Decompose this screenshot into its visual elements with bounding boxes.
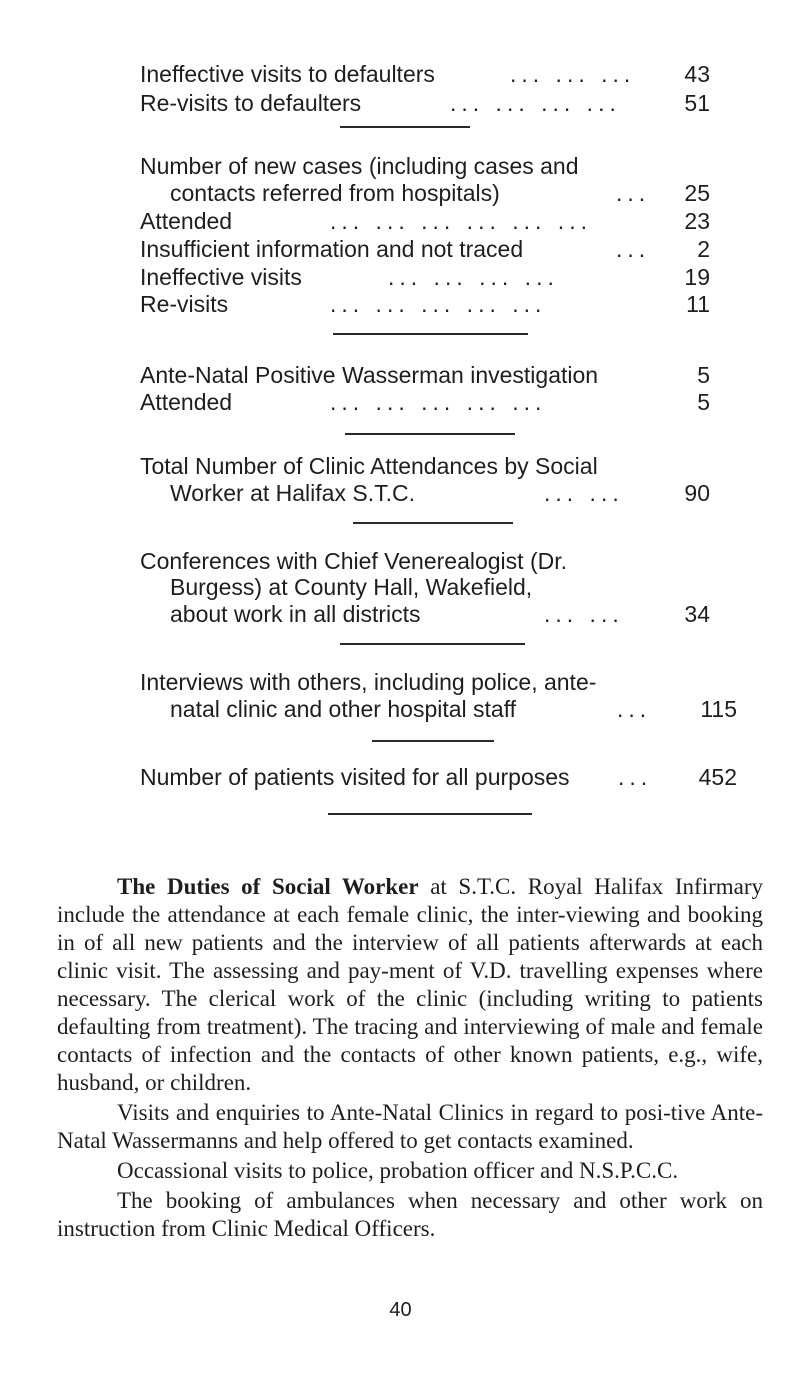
section-divider [333,333,528,335]
stat-label: natal clinic and other hospital staff [170,696,517,722]
page-number: 40 [389,1299,412,1321]
section-divider [328,813,532,815]
stat-value: 115 [700,696,737,722]
stat-leader: ... ... ... ... ... [330,389,547,415]
duties-body: at S.T.C. Royal Halifax Infirmary include the attendance at each female clinic, the inter-viewing and booking in of all new patients and the interview of all patients afterwards at each clinic visit. The assessing and pay-ment of V.D. travelling expenses where necessary. The clerical work of the clinic (including writing to patients defaulting from treatment). The tracing and interviewing of male and female contacts of infection and the contacts of other known patients, e.g., wife, husband, or children. [57,874,763,1095]
stat-label: Attended [140,389,233,415]
stat-label: Number of new cases (including cases and [140,153,579,179]
stat-leader: ... [616,180,651,206]
stat-value: 34 [684,601,710,627]
stat-label: contacts referred from hospitals) [170,180,500,206]
stat-leader: ... [618,764,653,790]
stat-label: Re-visits to defaulters [140,90,362,116]
section-divider [372,740,494,742]
duties-paragraph-occasional: Occassional visits to police, probation officer and N.S.P.C.C. [117,1158,679,1183]
stat-label: Ineffective visits [140,264,302,290]
stat-value: 11 [686,291,710,317]
stat-value: 43 [684,61,710,87]
stat-value: 5 [697,389,710,415]
stat-value: 25 [684,180,710,206]
stat-leader: ... ... ... ... [388,264,559,290]
duties-paragraph [57,873,763,1097]
section-divider [345,433,515,435]
duties-paragraph-visits: Visits and enquiries to Ante-Natal Clinics in regard to posi-tive Ante-Natal Wassermanns and help offered to get contacts examined. [57,1100,763,1153]
stat-label: Worker at Halifax S.T.C. [170,480,415,506]
stat-leader: ... ... ... ... ... [330,291,547,317]
duties-section [57,873,763,1243]
section-divider [340,643,525,645]
duties-heading: The Duties of Social Worker [117,874,419,899]
stat-leader: ... ... ... [510,61,636,87]
stat-leader: ... [617,696,652,722]
stat-leader: ... ... [544,480,624,506]
stat-label: Burgess) at County Hall, Wakefield, [170,574,533,600]
stat-label: Attended [140,208,233,234]
section-divider [340,126,470,128]
stat-value: 19 [684,264,710,290]
stat-label: Total Number of Clinic Attendances by Social [140,453,598,479]
stat-label: Ineffective visits to defaulters [140,61,435,87]
stat-leader: ... ... ... ... ... ... [330,208,592,234]
stat-value: 90 [684,480,710,506]
stat-value: 51 [684,90,710,116]
stat-leader: ... [616,236,651,262]
stat-leader: ... ... ... ... [450,90,621,116]
stat-label: Number of patients visited for all purposes [140,764,570,790]
stat-label: Ante-Natal Positive Wasserman investigation [140,362,599,388]
stat-value: 23 [684,208,710,234]
stat-label: Conferences with Chief Venerealogist (Dr. [140,548,567,574]
stat-value: 2 [697,236,710,262]
stat-value: 5 [697,362,710,388]
stat-label: Re-visits [140,291,229,317]
stat-label: Interviews with others, including police, ante- [140,669,597,695]
stat-label: about work in all districts [170,601,421,627]
section-divider [353,522,513,524]
stat-label: Insufficient information and not traced [140,236,524,262]
stat-value: 452 [698,764,737,790]
stat-leader: ... ... [544,601,624,627]
duties-paragraph-ambulances: The booking of ambulances when necessary and other work on instruction from Clinic Medical Officers. [57,1188,763,1241]
